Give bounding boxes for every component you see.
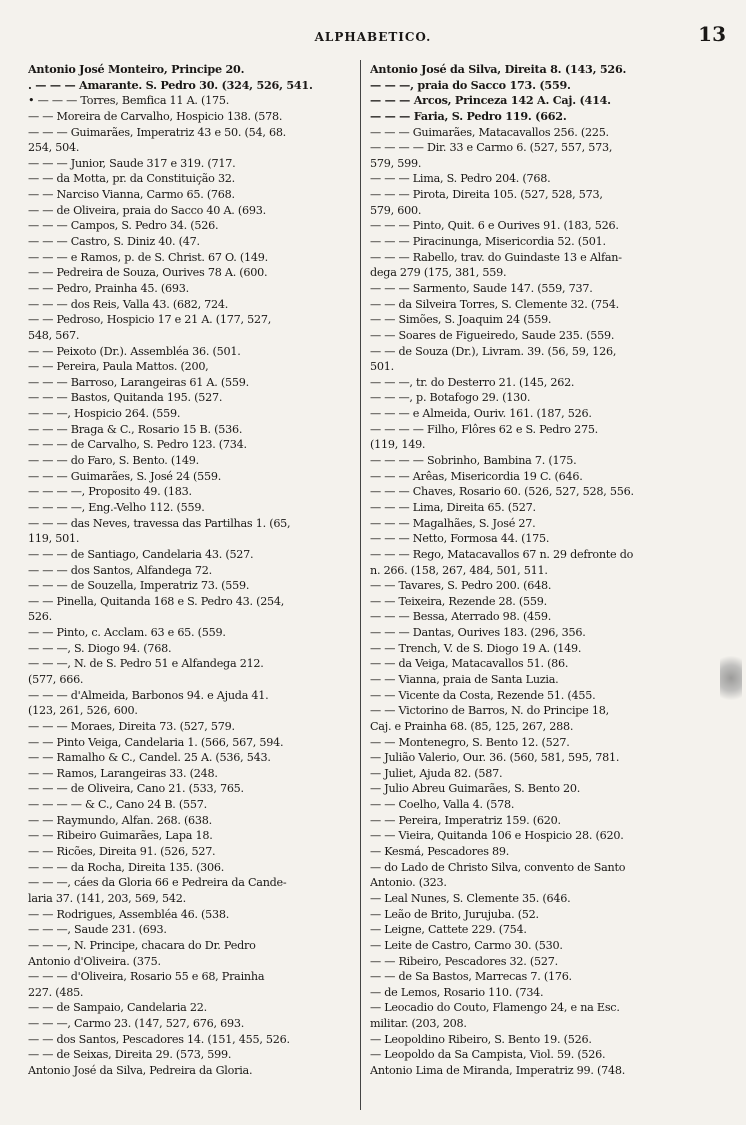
directory-entry-line: — — —, Hospicio 264. (559. — [28, 407, 181, 421]
directory-entry-line: — — Coelho, Valla 4. (578. — [370, 798, 515, 812]
directory-entry-line: — Julio Abreu Guimarães, S. Bento 20. — [370, 782, 581, 796]
directory-entry-line: — — — Sarmento, Saude 147. (559, 737. — [370, 281, 593, 295]
directory-entry-line: — Kesmá, Pescadores 89. — [370, 845, 510, 859]
directory-entry-line: — — — dos Santos, Alfandega 72. — [28, 563, 212, 577]
directory-entry-line: — — de Sampaio, Candelaria 22. — [28, 1001, 207, 1015]
directory-entry-line: — — Ribeiro, Pescadores 32. (527. — [370, 954, 558, 968]
directory-entry-line: 526. — [28, 610, 52, 624]
directory-entry-line: — — — —, Proposito 49. (183. — [28, 485, 192, 499]
directory-entry-line: dega 279 (175, 381, 559. — [370, 266, 507, 280]
directory-entry-line: — — — de Carvalho, S. Pedro 123. (734. — [28, 438, 247, 452]
right-column — [370, 62, 720, 1079]
ink-smudge — [720, 648, 742, 708]
directory-entry-line: — — de Souza (Dr.), Livram. 39. (56, 59, 126, — [370, 344, 617, 358]
directory-entry-line: — — — dos Reis, Valla 43. (682, 724. — [28, 297, 229, 311]
directory-entry-line: — de Lemos, Rosario 110. (734. — [370, 985, 544, 999]
directory-entry-line: — do Lado de Christo Silva, convento de Santo — [370, 860, 626, 874]
directory-entry-line: — Leite de Castro, Carmo 30. (530. — [370, 938, 563, 952]
page-number: 13 — [698, 22, 726, 46]
directory-entry-line: 227. (485. — [28, 985, 84, 999]
directory-entry-line: — Leigne, Cattete 229. (754. — [370, 923, 527, 937]
directory-entry-line: — Leopoldo da Sa Campista, Viol. 59. (526. — [370, 1048, 606, 1062]
directory-entry-line: laria 37. (141, 203, 569, 542. — [28, 891, 186, 905]
directory-entry-line: — — Ricões, Direita 91. (526, 527. — [28, 845, 216, 859]
directory-entry-line: — — Rodrigues, Assembléa 46. (538. — [28, 907, 230, 921]
directory-entry-line: — — — Pirota, Direita 105. (527, 528, 573, — [370, 188, 603, 202]
directory-entry-line: — — de Oliveira, praia do Sacco 40 A. (693. — [28, 203, 266, 217]
page-header — [0, 22, 746, 52]
directory-entry-line: — — da Veiga, Matacavallos 51. (86. — [370, 657, 569, 671]
directory-entry-line: 119, 501. — [28, 532, 80, 546]
directory-entry-line: Antonio d'Oliveira. (375. — [28, 954, 161, 968]
directory-entry-line: — — Pereira, Paula Mattos. (200, — [28, 360, 209, 374]
directory-entry-line: — — — de Santiago, Candelaria 43. (527. — [28, 547, 254, 561]
directory-entry-line: — — de Seixas, Direita 29. (573, 599. — [28, 1048, 232, 1062]
directory-entry-line: Caj. e Prainha 68. (85, 125, 267, 288. — [370, 719, 574, 733]
directory-entry-line: — — — Faria, S. Pedro 119. (662. — [370, 108, 567, 123]
directory-entry-line: 254, 504. — [28, 141, 80, 155]
directory-entry-line: — — Raymundo, Alfan. 268. (638. — [28, 813, 212, 827]
directory-entry-line: — — Narciso Vianna, Carmo 65. (768. — [28, 188, 235, 202]
directory-entry-line: — — Vieira, Quitanda 106 e Hospicio 28. (620. — [370, 829, 624, 843]
directory-entry-line: — — — — Dir. 33 e Carmo 6. (527, 557, 573, — [370, 141, 613, 155]
directory-entry-line: — — — Chaves, Rosario 60. (526, 527, 528, 556. — [370, 485, 634, 499]
directory-entry-line: — — —, N. Principe, chacara do Dr. Pedro — [28, 938, 256, 952]
directory-entry-line: — — Ramalho & C., Candel. 25 A. (536, 543. — [28, 751, 271, 765]
directory-entry-line: (577, 666. — [28, 672, 84, 686]
directory-entry-line: — — — da Rocha, Direita 135. (306. — [28, 860, 225, 874]
directory-entry-line: — — Pinto, c. Acclam. 63 e 65. (559. — [28, 626, 226, 640]
directory-entry-line: — — Pedreira de Souza, Ourives 78 A. (600. — [28, 266, 268, 280]
directory-entry-line: — — — — Filho, Flôres 62 e S. Pedro 275. — [370, 422, 598, 436]
directory-entry-line: — — — e Ramos, p. de S. Christ. 67 O. (149. — [28, 250, 268, 264]
directory-entry-line: — — —, cáes da Gloria 66 e Pedreira da Cande- — [28, 876, 287, 890]
directory-entry-line: — — — d'Almeida, Barbonos 94. e Ajuda 41. — [28, 688, 269, 702]
directory-entry-line: — — —, p. Botafogo 29. (130. — [370, 391, 531, 405]
directory-entry-line: — — da Motta, pr. da Constituição 32. — [28, 172, 235, 186]
directory-entry-line: — — — Rego, Matacavallos 67 n. 29 defronte do — [370, 547, 634, 561]
directory-entry-line: — — —, Saude 231. (693. — [28, 923, 167, 937]
directory-entry-line: — — da Silveira Torres, S. Clemente 32. (754. — [370, 297, 619, 311]
directory-entry-line: — — Tavares, S. Pedro 200. (648. — [370, 579, 552, 593]
directory-entry-line: — — — de Souzella, Imperatriz 73. (559. — [28, 579, 250, 593]
directory-entry-line: — — — d'Oliveira, Rosario 55 e 68, Prainha — [28, 970, 265, 984]
directory-entry-line: — — — Netto, Formosa 44. (175. — [370, 532, 550, 546]
directory-entry-line: — Julião Valerio, Our. 36. (560, 581, 595, 781. — [370, 751, 620, 765]
directory-entry-line: • — — — Torres, Bemfica 11 A. (175. — [28, 94, 230, 108]
directory-entry-line: — — — Arcos, Princeza 142 A. Caj. (414. — [370, 93, 611, 108]
directory-entry-line: — — — Dantas, Ourives 183. (296, 356. — [370, 626, 586, 640]
directory-entry-line: — — — Campos, S. Pedro 34. (526. — [28, 219, 219, 233]
directory-entry-line: — — Teixeira, Rezende 28. (559. — [370, 594, 547, 608]
directory-entry-line: — — Moreira de Carvalho, Hospicio 138. (578. — [28, 109, 283, 123]
directory-entry-line: — — — e Almeida, Ouriv. 161. (187, 526. — [370, 407, 592, 421]
directory-entry-line: — — — Lima, S. Pedro 204. (768. — [370, 172, 551, 186]
directory-entry-line: — — — Pinto, Quit. 6 e Ourives 91. (183, 526. — [370, 219, 619, 233]
directory-entry-line: — — Pinella, Quitanda 168 e S. Pedro 43. (254, — [28, 594, 285, 608]
directory-entry-line: — — — Magalhães, S. José 27. — [370, 516, 536, 530]
directory-entry-line: n. 266. (158, 267, 484, 501, 511. — [370, 563, 548, 577]
directory-entry-line: — Leão de Brito, Jurujuba. (52. — [370, 907, 539, 921]
directory-entry-line: — — — Bessa, Aterrado 98. (459. — [370, 610, 552, 624]
directory-entry-line: — — Victorino de Barros, N. do Principe 18, — [370, 704, 609, 718]
directory-entry-line: — — — Rabello, trav. do Guindaste 13 e Alfan- — [370, 250, 622, 264]
directory-entry-line: Antonio. (323. — [370, 876, 447, 890]
directory-entry-line: 579, 600. — [370, 203, 422, 217]
directory-entry-line: Antonio José da Silva, Direita 8. (143, 526. — [370, 62, 627, 76]
directory-entry-line: — — — Braga & C., Rosario 15 B. (536. — [28, 422, 243, 436]
directory-entry-line: — — Pinto Veiga, Candelaria 1. (566, 567, 594. — [28, 735, 284, 749]
directory-entry-line: — — —, praia do Sacco 173. (559. — [370, 77, 571, 92]
directory-entry-line: — — —, N. de S. Pedro 51 e Alfandega 212. — [28, 657, 264, 671]
directory-entry-line: — — — Arêas, Misericordia 19 C. (646. — [370, 469, 583, 483]
directory-entry-line: Antonio Lima de Miranda, Imperatriz 99. (748. — [370, 1064, 626, 1077]
directory-entry-line: — — Soares de Figueiredo, Saude 235. (559. — [370, 328, 615, 342]
directory-entry-line: — — Pereira, Imperatriz 159. (620. — [370, 813, 561, 827]
left-column — [28, 62, 364, 1079]
directory-entry-line: — — — Junior, Saude 317 e 319. (717. — [28, 156, 236, 170]
directory-entry-line: — — Pedroso, Hospicio 17 e 21 A. (177, 527, — [28, 313, 272, 327]
directory-entry-line: — — —, tr. do Desterro 21. (145, 262. — [370, 375, 575, 389]
directory-entry-line: — — — Castro, S. Diniz 40. (47. — [28, 235, 200, 249]
directory-entry-line: — — Ribeiro Guimarães, Lapa 18. — [28, 829, 213, 843]
directory-entry-line: — — Vianna, praia de Santa Luzia. — [370, 672, 559, 686]
directory-entry-line: — Leopoldino Ribeiro, S. Bento 19. (526. — [370, 1032, 592, 1046]
directory-entry-line: — — — Guimarães, Imperatriz 43 e 50. (54, 68. — [28, 125, 286, 139]
directory-entry-line: — — Vicente da Costa, Rezende 51. (455. — [370, 688, 596, 702]
directory-entry-line: — — — —, Eng.-Velho 112. (559. — [28, 500, 205, 514]
directory-entry-line: 579, 599. — [370, 156, 422, 170]
directory-entry-line: — — — do Faro, S. Bento. (149. — [28, 454, 199, 468]
directory-entry-line: — — — Barroso, Larangeiras 61 A. (559. — [28, 375, 249, 389]
directory-entry-line: — — de Sa Bastos, Marrecas 7. (176. — [370, 970, 572, 984]
directory-entry-line: — — — de Oliveira, Cano 21. (533, 765. — [28, 782, 244, 796]
directory-entry-line: — Leal Nunes, S. Clemente 35. (646. — [370, 891, 571, 905]
directory-entry-line: — — dos Santos, Pescadores 14. (151, 455, 526. — [28, 1032, 290, 1046]
directory-entry-line: — Leocadio do Couto, Flamengo 24, e na Esc. — [370, 1001, 620, 1015]
directory-entry-line: (119, 149. — [370, 438, 426, 452]
directory-entry-line: — — — Guimarães, Matacavallos 256. (225. — [370, 125, 609, 139]
directory-entry-line: — — Trench, V. de S. Diogo 19 A. (149. — [370, 641, 582, 655]
directory-entry-line: — — — Moraes, Direita 73. (527, 579. — [28, 719, 235, 733]
directory-entry-line: — — — — Sobrinho, Bambina 7. (175. — [370, 454, 577, 468]
directory-entry-line: Antonio José da Silva, Pedreira da Gloria. — [28, 1064, 253, 1077]
directory-entry-line: — — — das Neves, travessa das Partilhas 1. (65, — [28, 516, 291, 530]
directory-entry-line: — — Simões, S. Joaquim 24 (559. — [370, 313, 552, 327]
directory-entry-line: — — — Piracinunga, Misericordia 52. (501. — [370, 235, 606, 249]
directory-entry-line: — — — Bastos, Quitanda 195. (527. — [28, 391, 223, 405]
directory-entry-line: — — Ramos, Larangeiras 33. (248. — [28, 766, 218, 780]
directory-entry-line: — — —, Carmo 23. (147, 527, 676, 693. — [28, 1017, 245, 1031]
directory-entry-line: — — Montenegro, S. Bento 12. (527. — [370, 735, 570, 749]
directory-entry-line: — — Peixoto (Dr.). Assembléa 36. (501. — [28, 344, 241, 358]
directory-entry-line: — — — — & C., Cano 24 B. (557. — [28, 798, 207, 812]
running-title: ALPHABETICO. — [314, 30, 432, 44]
directory-entry-line: — — —, S. Diogo 94. (768. — [28, 641, 172, 655]
directory-entry-line: — — — Guimarães, S. José 24 (559. — [28, 469, 222, 483]
directory-entry-line: Antonio José Monteiro, Principe 20. — [28, 62, 245, 76]
directory-entry-line: — — Pedro, Prainha 45. (693. — [28, 281, 189, 295]
directory-entry-line: 548, 567. — [28, 328, 80, 342]
directory-entry-line: — — — Lima, Direita 65. (527. — [370, 500, 536, 514]
directory-entry-line: (123, 261, 526, 600. — [28, 704, 138, 718]
directory-entry-line: 501. — [370, 360, 394, 374]
directory-entry-line: militar. (203, 208. — [370, 1017, 467, 1031]
directory-entry-line: — Juliet, Ajuda 82. (587. — [370, 766, 503, 780]
directory-entry-line: . — — — Amarante. S. Pedro 30. (324, 526, 541. — [28, 77, 313, 92]
